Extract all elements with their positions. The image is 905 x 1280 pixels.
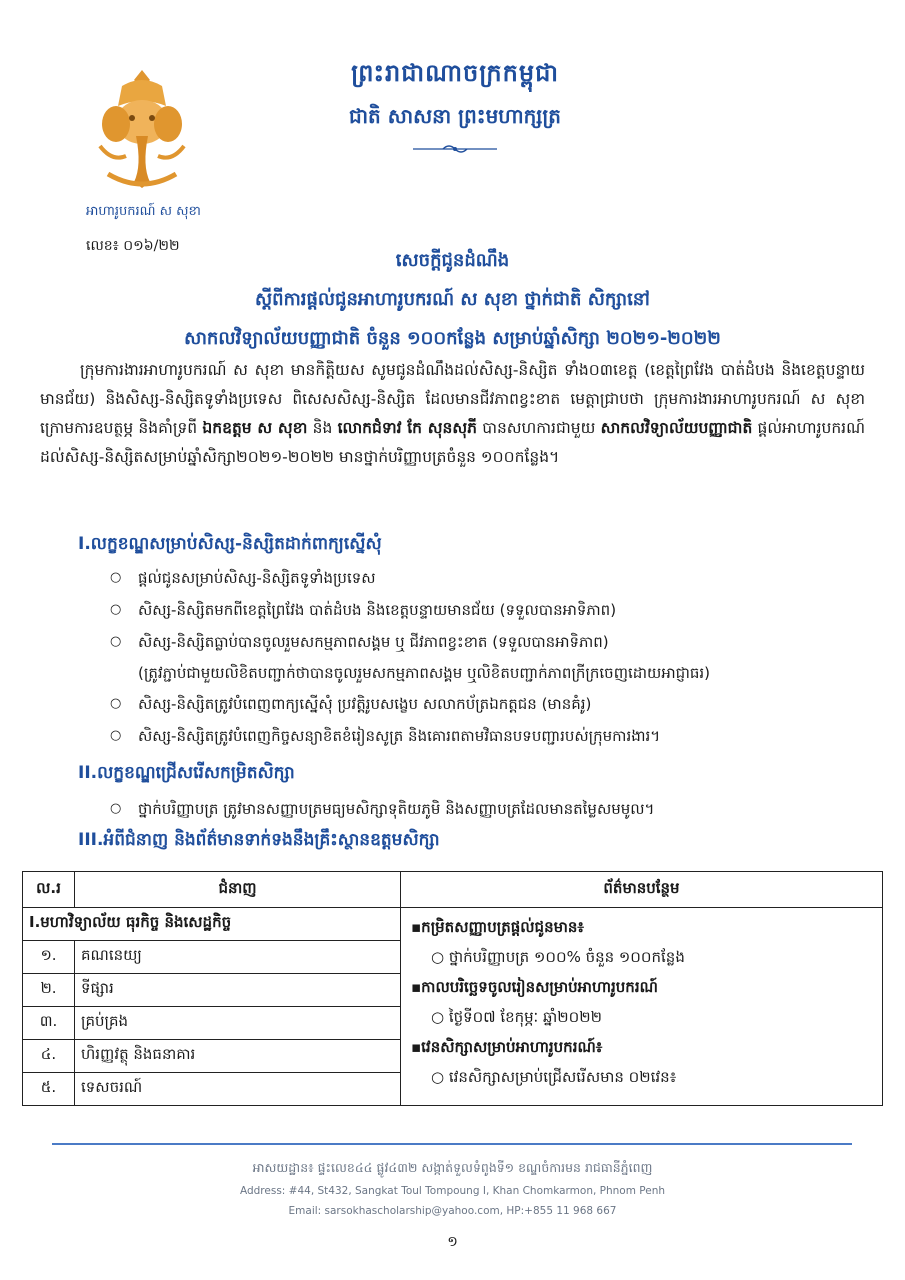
elephant-emblem-logo	[92, 66, 192, 194]
skill-name: ហិរញ្ញវត្ថុ និងធនាគារ	[75, 1040, 401, 1073]
section-1-list	[110, 562, 870, 752]
kingdom-title: ព្រះរាជាណាចក្រកម្ពុជា	[351, 59, 559, 87]
list-item: ○ សិស្ស-និស្សិតត្រូវបំពេញកិច្ចសន្យាខិតខំរៀនសូត្រ និងគោរពតាមវិធានបទបញ្ជារបស់ក្រុមការងារ។	[110, 720, 870, 752]
majors-table	[22, 871, 883, 1106]
footer-address-km: អាសយដ្ឋាន៖ ផ្ទះលេខ៤៤ ផ្លូវ៤៣២ សង្កាត់ទួលទំពូងទី១ ខណ្ឌចំការមន រាជធានីភ្នំពេញ	[252, 1160, 653, 1175]
section-3-heading: III.អំពីជំនាញ និងព័ត៌មានទាក់ទងនឹងគ្រឹះស្ថានឧត្តមសិក្សា	[78, 830, 440, 850]
section-1-heading: I.លក្ខខណ្ឌសម្រាប់សិស្ស-និស្សិតដាក់ពាក្យស្នើសុំ	[78, 534, 382, 554]
intro-text-2: និង	[312, 419, 333, 437]
info-degree-value: ○ ថ្នាក់បរិញ្ញាបត្រ ១០០% ចំនួន ១០០កន្លែង	[431, 948, 685, 966]
footer-address-en: Address: #44, St432, Sangkat Toul Tompoung I, Khan Chomkarmon, Phnom Penh	[239, 1185, 666, 1197]
list-item: ○ សិស្ស-និស្សិតមកពីខេត្តព្រៃវែង បាត់ដំបង និងខេត្តបន្ទាយមានជ័យ (ទទួលបានអាទិភាព)	[110, 594, 870, 626]
table-header-row	[23, 872, 883, 908]
list-item: ○ ថ្នាក់បរិញ្ញាបត្រ ត្រូវមានសញ្ញាបត្រមធ្យមសិក្សាទុតិយភូមិ និងសញ្ញាបត្រដែលមានតម្លៃសមមូល។	[110, 793, 870, 825]
intro-text-4: ផ្តល់អាហារូបករណ៍ដល់សិស្ស-និស្សិតសម្រាប់ឆ្នាំសិក្សា២០២១-២០២២ មានថ្នាក់បរិញ្ញាបត្រចំនួន ១០០កន្លែង។	[40, 419, 866, 466]
footer-contact: Email: sarsokhascholarship@yahoo.com, HP:+855 11 968 667	[288, 1205, 617, 1217]
row-number: ៥.	[23, 1073, 75, 1106]
row-number: ១.	[23, 941, 75, 974]
skill-name: ទេសចរណ៍	[75, 1073, 401, 1106]
table-row	[23, 908, 883, 941]
ornament-divider-icon	[413, 143, 497, 155]
logo-caption: អាហារូបករណ៍ ស សុខា	[86, 204, 201, 219]
footer	[0, 1160, 905, 1217]
title-line-3: សាកលវិទ្យាល័យបញ្ញាជាតិ ចំនួន ១០០កន្លែង សម្រាប់ឆ្នាំសិក្សា ២០២១-២០២២	[184, 328, 721, 349]
info-degree-heading: ▪កម្រិតសញ្ញាបត្រផ្តល់ជូនមាន៖	[411, 918, 584, 936]
section-2-list	[110, 793, 870, 825]
intro-paragraph	[40, 356, 865, 472]
notice-title	[40, 246, 865, 353]
list-item-note: (ត្រូវភ្ជាប់ជាមួយលិខិតបញ្ជាក់ថាបានចូលរួមសកម្មភាពសង្គម ឬលិខិតបញ្ជាក់ភាពក្រីក្រចេញដោយអាជ្ញាធរ)	[138, 664, 711, 682]
intro-text-3: បានសហការជាមួយ	[482, 419, 596, 437]
info-shift-heading: ▪វេនសិក្សាសម្រាប់អាហារូបករណ៍៖	[411, 1038, 603, 1056]
section-2-heading: II.លក្ខខណ្ឌជ្រើសរើសកម្រិតសិក្សា	[78, 763, 295, 783]
faculty-name: I.មហាវិទ្យាល័យ ធុរកិច្ច និងសេដ្ឋកិច្ច	[23, 908, 401, 941]
intro-bold-1: ឯកឧត្តម ស សុខា	[202, 419, 308, 437]
info-date-value: ○ ថ្ងៃទី០៧ ខែកុម្ភៈ ឆ្នាំ២០២២	[431, 1008, 602, 1026]
list-item: ○ ផ្តល់ជូនសម្រាប់សិស្ស-និស្សិតទូទាំងប្រទេស	[110, 562, 870, 594]
title-line-2: ស្តីពីការផ្តល់ជូនអាហារូបករណ៍ ស សុខា ថ្នាក់ជាតិ សិក្សានៅ	[255, 289, 650, 310]
header-skill: ជំនាញ	[75, 872, 401, 908]
intro-bold-3: សាកលវិទ្យាល័យបញ្ញាជាតិ	[600, 419, 753, 437]
list-item: ○ សិស្ស-និស្សិតត្រូវបំពេញពាក្យស្នើសុំ ប្រវត្តិរូបសង្ខេប សលាកប័ត្រឯកត្តជន (មានគំរូ)	[110, 688, 870, 720]
kingdom-header	[300, 58, 610, 159]
skill-name: គណនេយ្យ	[75, 941, 401, 974]
title-line-1: សេចក្តីជូនដំណឹង	[395, 250, 510, 271]
row-number: ៣.	[23, 1007, 75, 1040]
additional-info-cell	[401, 908, 883, 1106]
skill-name: ទីផ្សារ	[75, 974, 401, 1007]
national-motto: ជាតិ សាសនា ព្រះមហាក្សត្រ	[349, 104, 561, 128]
header-info: ព័ត៌មានបន្ថែម	[401, 872, 883, 908]
info-date-heading: ▪កាលបរិច្ឆេទចូលរៀនសម្រាប់អាហារូបករណ៍	[411, 978, 658, 996]
reference-number: លេខ៖ ០១៦/២២	[86, 238, 180, 254]
page-number: ១	[447, 1234, 458, 1250]
skill-name: គ្រប់គ្រង	[75, 1007, 401, 1040]
row-number: ៤.	[23, 1040, 75, 1073]
intro-bold-2: លោកជំទាវ កែ សុនសុភី	[337, 419, 477, 437]
list-item: ○ សិស្ស-និស្សិតធ្លាប់បានចូលរួមសកម្មភាពសង្គម ឬ ជីវភាពខ្វះខាត (ទទួលបានអាទិភាព)	[110, 626, 870, 658]
row-number: ២.	[23, 974, 75, 1007]
intro-text-1: ក្រុមការងារអាហារូបករណ៍ ស សុខា មានកិត្តិយស សូមជូនដំណឹងដល់សិស្ស-និស្សិត ទាំង០៣ខេត្ត (ខេត្តព្រៃវែង បាត់ដំបង និងខេត្តបន្ទាយមានជ័យ) និងសិស្ស-និស្សិតទូទាំងប្រទេស ពិសេសសិស្ស-និស្សិត ដែលមានជីវភាពខ្វះខាត មេត្តាជ្រាបថា ក្រុមការងារអាហារូបករណ៍ ស សុខា ក្រោមការឧបត្ថម្ភ និងគាំទ្រពី	[40, 361, 865, 437]
footer-divider	[52, 1143, 852, 1145]
info-shift-value: ○ វេនសិក្សាសម្រាប់ជ្រើសរើសមាន ០២វេន៖	[431, 1068, 677, 1086]
header-no: ល.រ	[23, 872, 75, 908]
